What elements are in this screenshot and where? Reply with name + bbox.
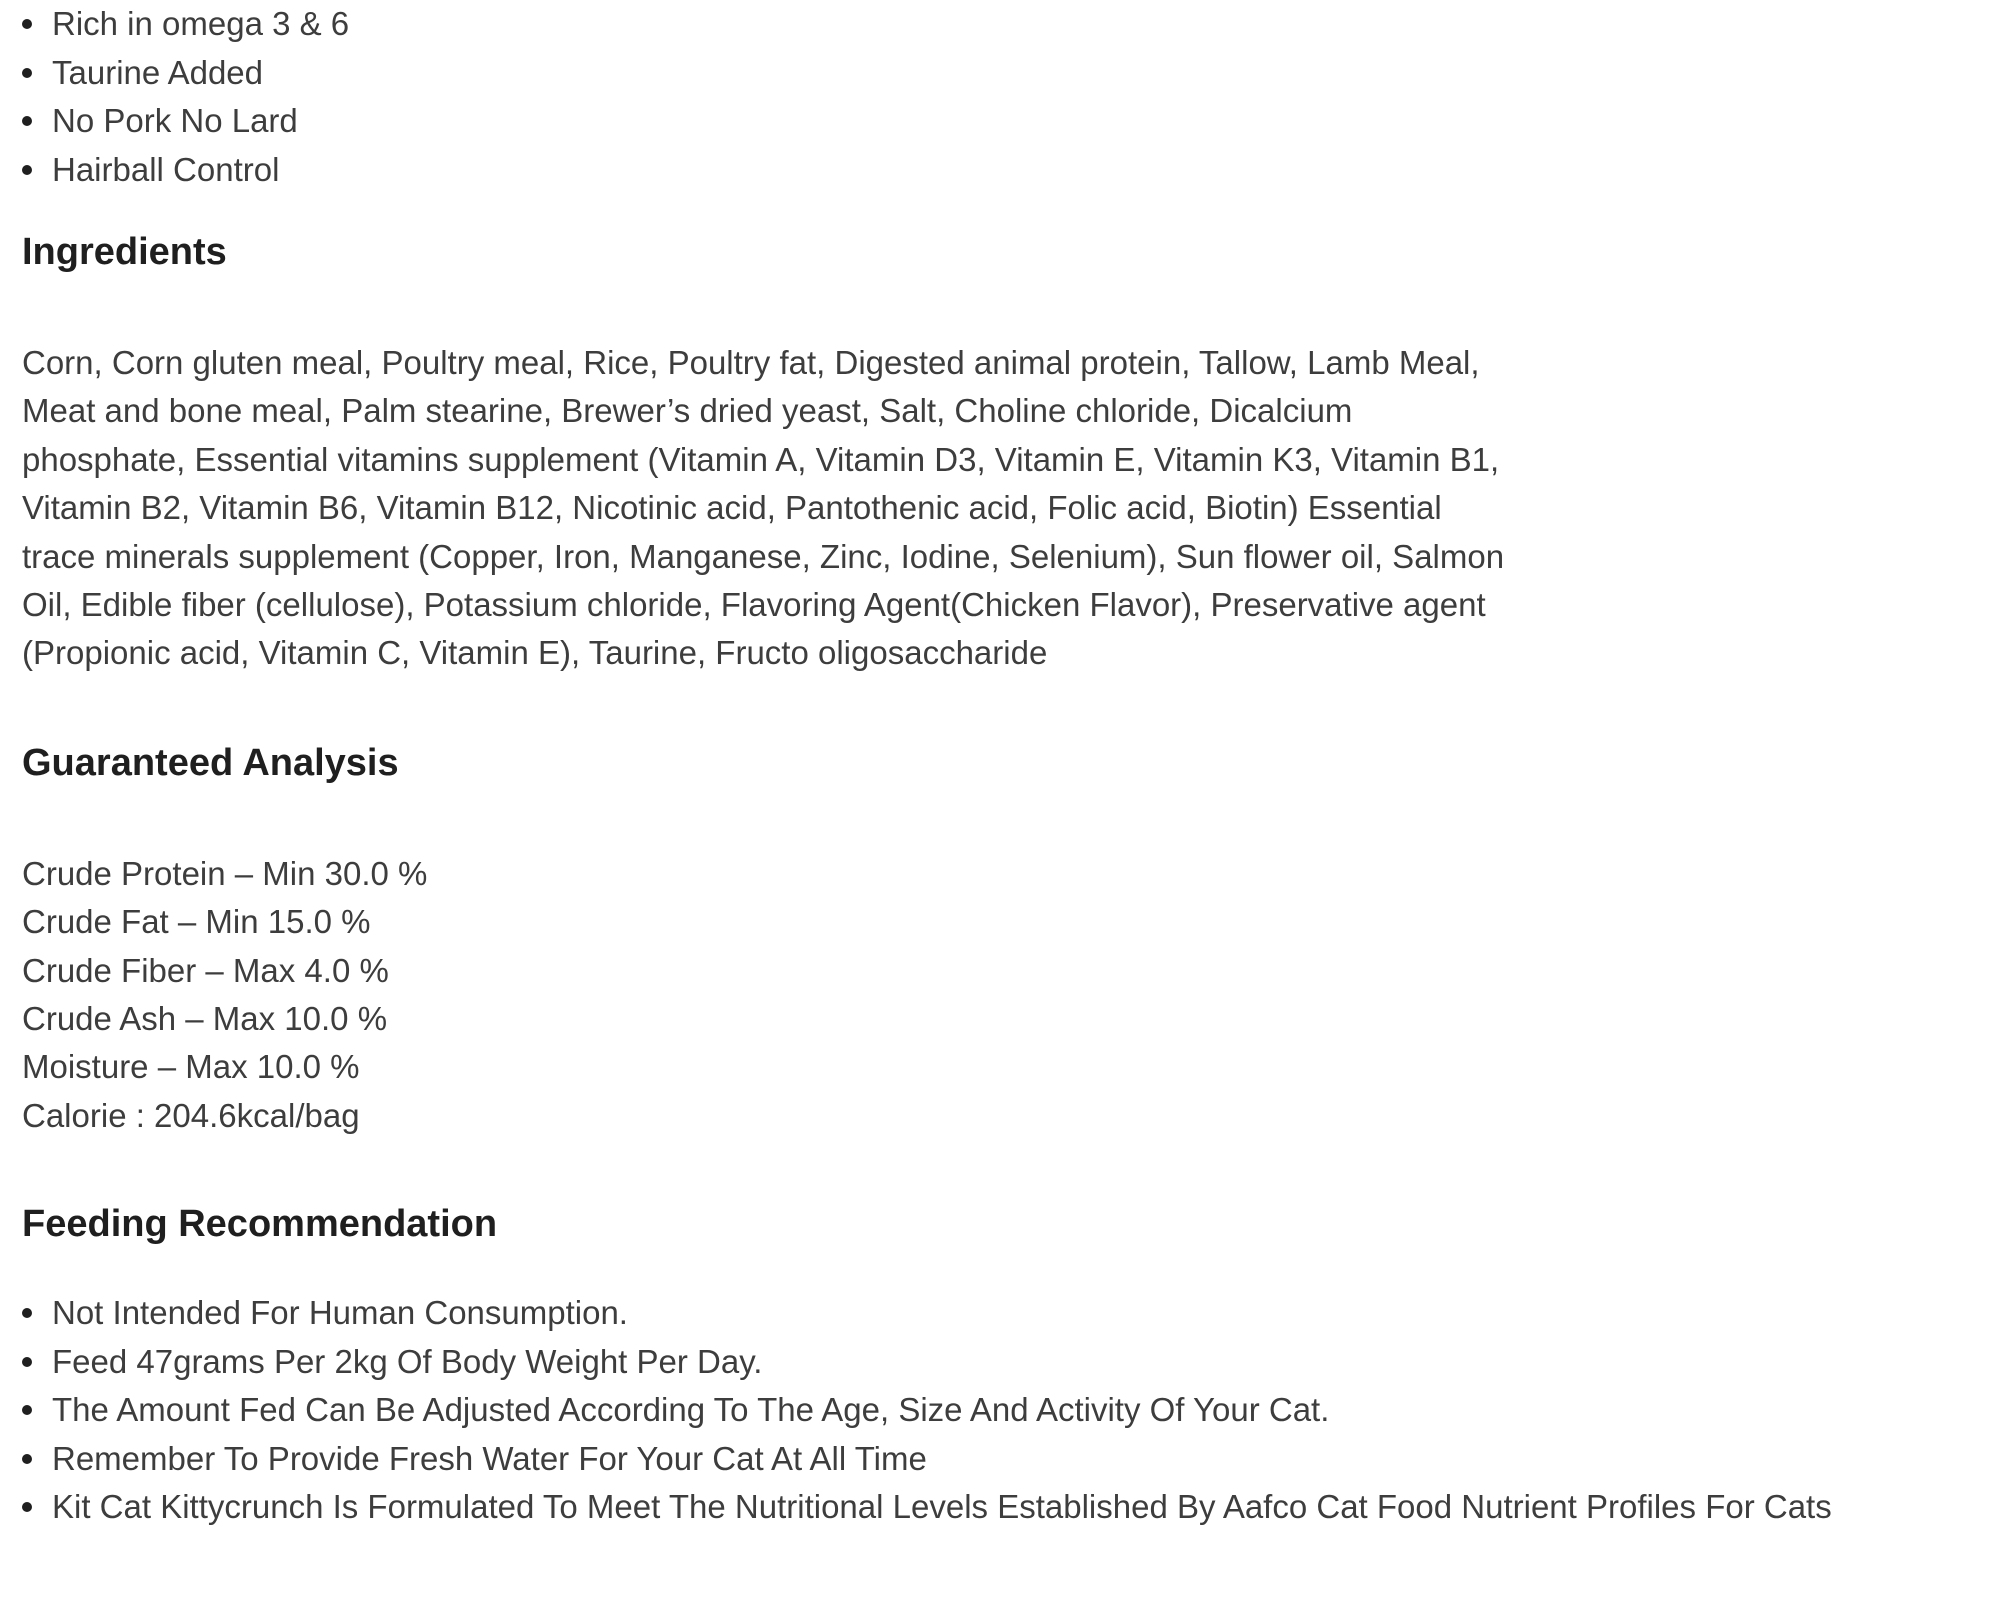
feeding-item: Feed 47grams Per 2kg Of Body Weight Per Day. [22, 1338, 2002, 1387]
feature-item: Hairball Control [22, 146, 2002, 195]
analysis-line: Crude Protein – Min 30.0 % [22, 854, 428, 892]
feeding-recommendation-list [22, 1289, 2002, 1532]
analysis-line: Crude Fat – Min 15.0 % [22, 903, 371, 941]
guaranteed-analysis-heading: Guaranteed Analysis [22, 741, 399, 784]
feature-item: Rich in omega 3 & 6 [22, 0, 2002, 49]
analysis-line: Crude Ash – Max 10.0 % [22, 1000, 388, 1038]
feature-list [22, 0, 2002, 194]
feeding-item: Kit Cat Kittycrunch Is Formulated To Meet The Nutritional Levels Established By Aafco Cat Food Nutrient Profiles For Cats [22, 1483, 2002, 1532]
product-description [22, 0, 2002, 1532]
ingredients-text: Corn, Corn gluten meal, Poultry meal, Rice, Poultry fat, Digested animal protein, Tallow, Lamb Meal, Meat and bone meal, Palm stearine, Brewer’s dried yeast, Salt, Choline chloride, Dicalcium phosphate, Essential vitamins supplement (Vitamin A, Vitamin D3, Vitamin E, Vitamin K3, Vitamin B1, Vitamin B2, Vitamin B6, Vitamin B12, Nicotinic acid, Pantothenic acid, Folic acid, Biotin) Essential trace minerals supplement (Copper, Iron, Manganese, Zinc, Iodine, Selenium), Sun flower oil, Salmon Oil, Edible fiber (cellulose), Potassium chloride, Flavoring Agent(Chicken Flavor), Preservative agent (Propionic acid, Vitamin C, Vitamin E), Taurine, Fructo oligosaccharide [22, 344, 1505, 672]
analysis-line: Calorie : 204.6kcal/bag [22, 1096, 360, 1134]
analysis-line: Crude Fiber – Max 4.0 % [22, 951, 389, 989]
feature-item: Taurine Added [22, 49, 2002, 98]
ingredients-heading: Ingredients [22, 231, 227, 273]
feeding-item: Remember To Provide Fresh Water For Your Cat At All Time [22, 1435, 2002, 1484]
feeding-item: The Amount Fed Can Be Adjusted According To The Age, Size And Activity Of Your Cat. [22, 1386, 2002, 1435]
guaranteed-analysis-list [22, 850, 2002, 1140]
feeding-recommendation-heading: Feeding Recommendation [22, 1203, 498, 1246]
analysis-line: Moisture – Max 10.0 % [22, 1048, 360, 1086]
feeding-item: Not Intended For Human Consumption. [22, 1289, 2002, 1338]
feature-item: No Pork No Lard [22, 97, 2002, 146]
